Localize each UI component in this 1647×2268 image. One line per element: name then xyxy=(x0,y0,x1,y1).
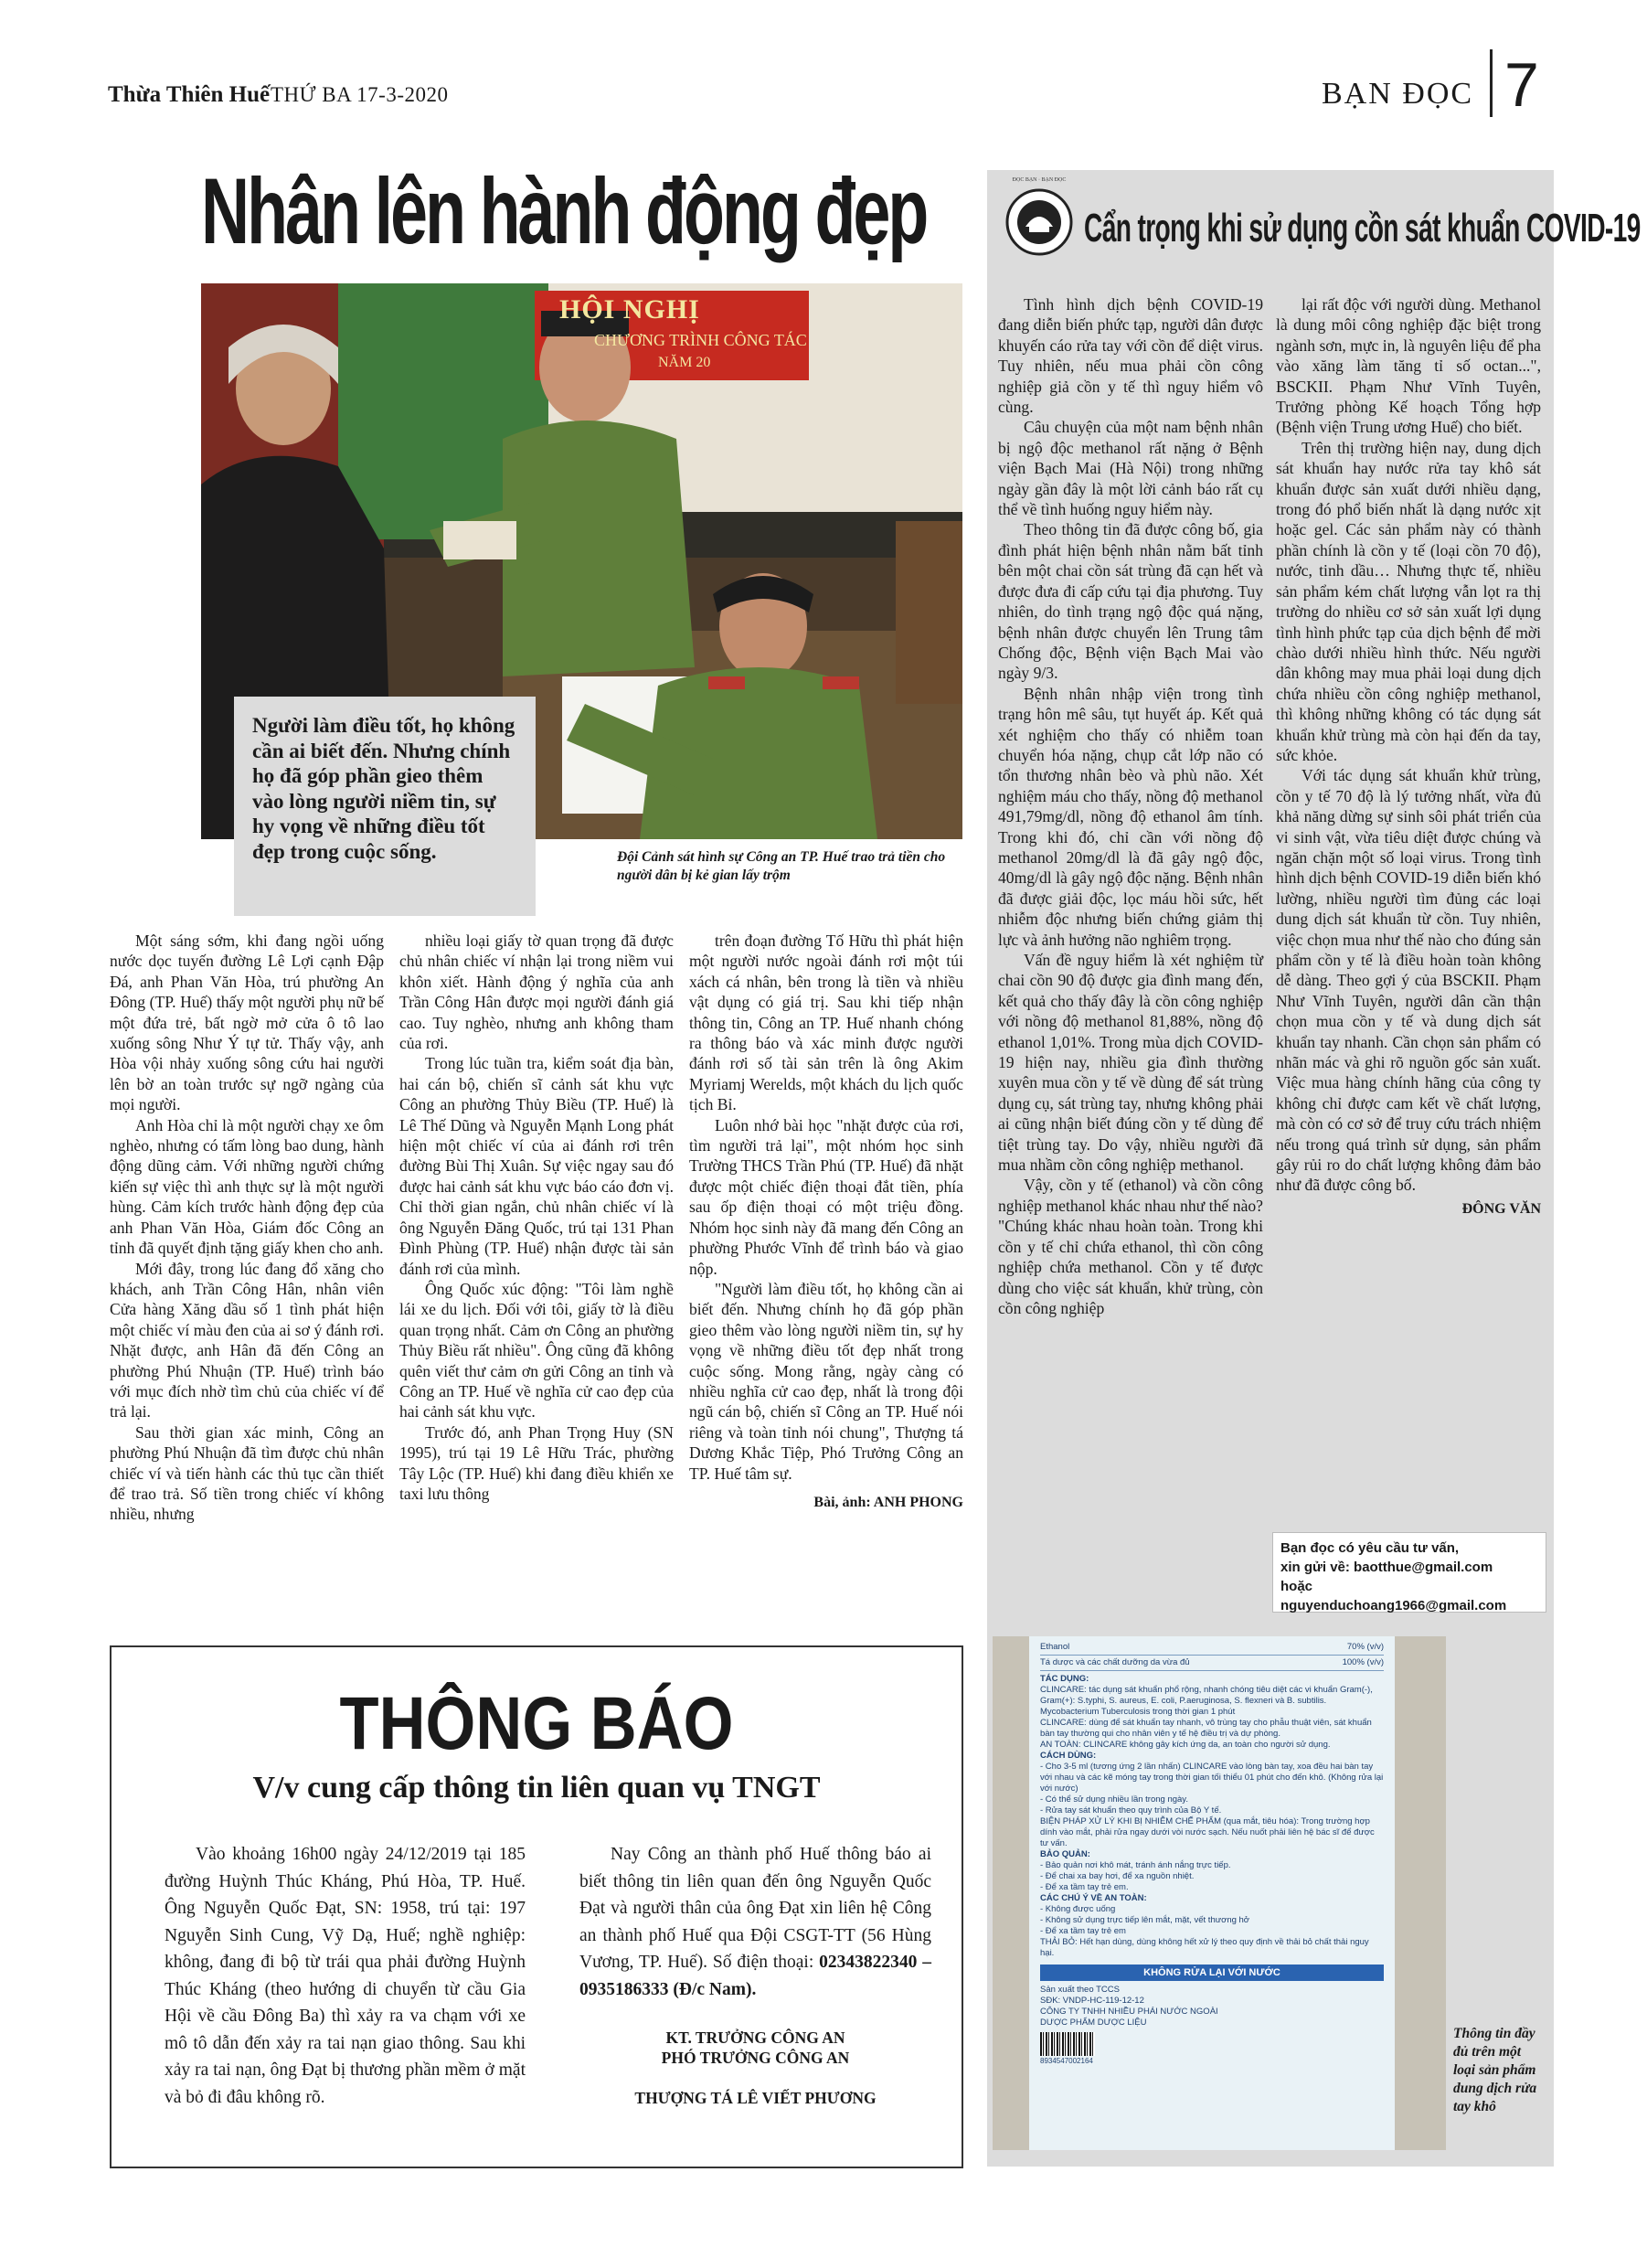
article-title: Nhân lên hành động đẹp xyxy=(201,159,927,263)
banner-line3: NĂM 20 xyxy=(658,355,711,370)
paragraph: Câu chuyện của một nam bệnh nhân bị ngộ độc methanol rất nặng ở Bệnh viện Bạch Mai (Hà Nội) trong những ngày gần đây là một lời cảnh báo rất cụ thể về tình huống nguy hiểm này. xyxy=(998,418,1263,519)
label-line: - Không sử dụng trực tiếp lên mắt, mặt, vết thương hở xyxy=(1040,1915,1250,1925)
label-line: CÁC CHÚ Ý VỀ AN TOÀN: xyxy=(1040,1893,1147,1903)
signature-line: PHÓ TRƯỞNG CÔNG AN xyxy=(661,2049,850,2067)
label-line: - Có thể sử dụng nhiều lần trong ngày. xyxy=(1040,1794,1188,1805)
paragraph: Trước đó, anh Phan Trọng Huy (SN 1995), trú tại 19 Lê Hữu Trác, phường Tây Lộc (TP. Huế) khi đang điều khiển xe taxi lưu thông xyxy=(399,1422,674,1503)
label-band: KHÔNG RỬA LẠI VỚI NƯỚC xyxy=(1040,1965,1384,1981)
bottle-label xyxy=(1029,1636,1395,2150)
notice-signature xyxy=(579,2028,931,2108)
paragraph: Theo thông tin đã được công bố, gia đình phát hiện bệnh nhân nằm bất tỉnh bên một chai cồn sát trùng đã cạn hết và được đưa đi cấp cứu tại địa phương. Tuy nhiên, do tình trạng ngộ độc quá nặng, bệnh nhân được chuyển lên Trung tâm Chống độc, Bệnh viện Bạch Mai vào ngày 9/3. xyxy=(998,520,1263,683)
paragraph: Luôn nhớ bài học "nhặt được của rơi, tìm người trả lại", một nhóm học sinh Trường THCS Trần Phú (TP. Huế) đã nhặt được một chiếc điện thoại đắt tiền, phía sau ốp điện thoại có một triệu đồng. Nhóm học sinh này đã mang đến Công an phường Phước Vĩnh để trình báo và giao nộp. xyxy=(689,1115,963,1278)
sidebar-title: Cẩn trọng khi sử dụng cồn sát khuẩn COVID-19 xyxy=(1084,206,1641,250)
banner-line2: CHƯƠNG TRÌNH CÔNG TÁC xyxy=(594,331,807,349)
photo-caption: Đội Cảnh sát hình sự Công an TP. Huế trao trả tiền cho người dân bị kẻ gian lấy trộm xyxy=(617,849,946,883)
label-small: Sản xuất theo TCCS xyxy=(1040,1985,1120,1995)
paragraph: Vấn đề nguy hiểm là xét nghiệm từ chai cồn 90 độ được gia đình mang đến, kết quả cho thấy đây là cồn công nghiệp với nồng độ methanol 81,88%, nồng độ ethanol 1,01%. Trong mùa dịch COVID-19 hiện nay, nhiều gia đình thường xuyên mua cồn y tế về dùng để sát trùng dụng cụ, sát trùng tay, nhưng không phải ai cũng nhận biết đúng cồn y tế dùng để tiệt trùng tay. Do vậy, nhiều người đã mua nhầm cồn công nghiệp methanol. xyxy=(998,951,1263,1175)
byline-text: ĐÔNG VĂN xyxy=(1461,1200,1541,1217)
article-column-1 xyxy=(110,931,384,1525)
reader-logo-icon xyxy=(1005,188,1073,256)
label-line: CLINCARE: tác dụng sát khuẩn phổ rộng, nhanh chóng tiêu diệt các vi khuẩn Gram(-), Gram(+): S.typhi, S. aureus, E. coli, P.aeruginosa, S. flexneri và B. subtilis. Mycobacterium Tuberculosis trong thời gian 1 phút xyxy=(1040,1685,1373,1717)
notice-title: THÔNG BÁO xyxy=(339,1682,734,1765)
paragraph: Vậy, cồn y tế (ethanol) và cồn công nghiệp methanol khác nhau như thế nào? "Chúng khác nhau hoàn toàn. Trong khi cồn y tế chỉ chứa ethanol, thì cồn công nghiệp chứa methanol. Cồn y tế được dùng cho việc sát khuẩn, khử trùng, còn cồn công nghiệp xyxy=(998,1176,1263,1317)
notice-box xyxy=(110,1645,963,2168)
paragraph: Sau thời gian xác minh, Công an phường Phú Nhuận đã tìm được chủ nhân chiếc ví và tiến hành các thủ tục cần thiết để trao trả. Số tiền trong chiếc ví không nhiều, nhưng xyxy=(110,1422,384,1524)
label-small: CÔNG TY TNHH NHIỀU PHÁI NƯỚC NGOÀI xyxy=(1040,2007,1218,2017)
paragraph: nhiều loại giấy tờ quan trọng đã được chủ nhân chiếc ví nhận lại trong niềm vui khôn xiết. Hành động ý nghĩa của anh Trần Công Hân được mọi người đánh giá cao. Tuy nghèo, nhưng anh không tham của rơi. xyxy=(399,932,674,1053)
logo-text: ĐỌC BẠN · BẠN ĐỌC xyxy=(1012,177,1067,183)
article-column-3 xyxy=(689,931,963,1513)
sidebar-column-1 xyxy=(998,294,1263,1318)
label-ethanol: Ethanol xyxy=(1040,1642,1070,1652)
label-small: DƯỢC PHẨM DƯỢC LIỆU xyxy=(1040,2018,1147,2028)
paragraph: lại rất độc với người dùng. Methanol là dung môi công nghiệp đặc biệt trong ngành sơn, mực in, là nguyên liệu để pha vào xăng làm tăng tỉ số octan...", BSCKII. Phạm Như Vĩnh Tuyên, Trưởng phòng Kế hoạch Tổng hợp (Bệnh viện Trung ương Huế) cho biết. xyxy=(1276,295,1541,437)
paragraph: Trong lúc tuần tra, kiểm soát địa bàn, hai cán bộ, chiến sĩ cảnh sát khu vực Công an phường Thủy Biều (TP. Huế) là Lê Thế Dũng và Nguyễn Mạnh Long phát hiện một chiếc ví của ai đánh rơi trên đường Bùi Thị Xuân. Sự việc ngay sau đó được hai cảnh sát khu vực báo cáo đơn vị. Chỉ thời gian ngắn, chủ nhân chiếc ví là ông Nguyễn Đăng Quốc, trú tại 131 Phan Đình Phùng (TP. Huế) nhận được tài sản đánh rơi của mình. xyxy=(399,1054,674,1278)
sidebar-byline xyxy=(1276,1199,1541,1219)
notice-subtitle: V/v cung cấp thông tin liên quan vụ TNGT xyxy=(252,1771,821,1805)
label-line: THẢI BỎ: Hết hạn dùng, dùng không hết xử lý theo quy định về thải bỏ chất thải nguy hại. xyxy=(1040,1937,1369,1958)
paragraph: trên đoạn đường Tố Hữu thì phát hiện một người nước ngoài đánh rơi một túi xách cá nhân, bên trong là tiền và nhiều vật dụng có giá trị. Sau khi tiếp nhận thông tin, Công an TP. Huế nhanh chóng ra thông báo và xác minh được người đánh rơi số tài sản trên là ông Akim Myriamj Werelds, một khách du lịch quốc tịch Bỉ. xyxy=(689,932,963,1114)
label-line: - Để xa tầm tay trẻ em. xyxy=(1040,1882,1129,1892)
label-excipient-value: 100% (v/v) xyxy=(1342,1657,1384,1667)
issue-date: THỨ BA 17-3-2020 xyxy=(271,83,449,106)
label-line: CÁCH DÙNG: xyxy=(1040,1751,1097,1761)
label-photo-caption: Thông tin đầy đủ trên một loại sản phẩm dung dịch rửa tay khô xyxy=(1453,2026,1537,2114)
sidebar-column-2 xyxy=(1276,294,1541,1219)
banner-line1: HỘI NGHỊ xyxy=(559,294,700,325)
signature-line: KT. TRƯỞNG CÔNG AN xyxy=(665,2028,845,2047)
label-line: - Rửa tay sát khuẩn theo quy trình của Bộ Y tế. xyxy=(1040,1805,1222,1815)
paragraph: Ông Quốc xúc động: "Tôi làm nghề lái xe du lịch. Đối với tôi, giấy tờ là điều quan trọng nhất. Cảm ơn Công an phường Thủy Biều rất nhiều". Ông cũng đã không quên viết thư cảm ơn gửi Công an tỉnh và Công an TP. Huế về nghĩa cử cao đẹp của hai cảnh sát khu vực. xyxy=(399,1279,674,1421)
paragraph: Với tác dụng sát khuẩn khử trùng, cồn y tế 70 độ là lý tưởng nhất, vừa đủ khả năng dừng sự sinh sôi phát triển của vi sinh vật, vừa tiêu diệt được chúng và ngăn chặn một số loại virus. Trong tình hình dịch bệnh COVID-19 diễn biến khó lường, nhiều người tìm đủng các loại dung dịch sát khuẩn từ cồn. Tuy nhiên, việc chọn mua như thế nào cho đúng sản phẩm cồn y tế là điều hoàn toàn không dễ dàng. Theo gợi ý của BSCKII. Phạm Như Vĩnh Tuyên, người dân cần thận chọn mua cồn y tế và dung dịch sát khuẩn tay nhanh. Cần chọn sản phẩm có nhãn mác và ghi rõ nguồn gốc sản xuất. Việc mua hàng chính hãng của công ty không chỉ được cam kết về chất lượng, mà còn có cơ sở để truy cứu trách nhiệm nếu trong quá trình sử dụng, sản phẩm gây rủi ro do chất lượng không đảm bảo như đã được công bố. xyxy=(1276,766,1541,1195)
label-heading: TÁC DỤNG: xyxy=(1040,1674,1089,1684)
contact-line: hoặc nguyenduchoang1966@gmail.com xyxy=(1280,1579,1507,1613)
paragraph: "Người làm điều tốt, họ không cần ai biết đến. Nhưng chính họ đã góp phần gieo thêm vào lòng người niềm tin, sự hy vọng về những điều tốt đẹp nhất trong cuộc sống. Mong rằng, ngày càng có nhiều nghĩa cử cao đẹp, nhất là trong đội ngũ cán bộ, chiến sĩ Công an TP. Huế nói riêng và toàn tỉnh nói chung", Thượng tá Dương Khắc Tiệp, Phó Trưởng Công an TP. Huế tâm sự. xyxy=(689,1279,963,1483)
notice-phone: 02343822340 – 0935186333 (Đ/c Nam). xyxy=(579,1953,932,1999)
label-line: - Cho 3-5 ml (tương ứng 2 lần nhấn) CLINCARE vào lòng bàn tay, xoa đều hai bàn tay với nhau và các kẽ móng tay trong thời gian tối thiểu 01 phút cho đến khô. (Không rửa lại với nước) xyxy=(1040,1762,1384,1794)
label-line: BẢO QUẢN: xyxy=(1040,1849,1090,1859)
notice-right xyxy=(579,1841,931,2003)
barcode xyxy=(1040,2032,1095,2056)
header-divider xyxy=(1490,49,1493,117)
article-column-2 xyxy=(399,931,674,1504)
paper-name: Thừa Thiên Huế xyxy=(108,82,271,107)
label-line: CLINCARE: dùng để sát khuẩn tay nhanh, vô trùng tay cho phẫu thuật viên, sát khuẩn bàn tay thường qui cho nhân viên y tế hệ điều trị và dự phòng. xyxy=(1040,1718,1372,1739)
page-number: 7 xyxy=(1504,50,1539,120)
signature-line: THƯỢNG TÁ LÊ VIẾT PHƯƠNG xyxy=(634,2089,877,2107)
page-header xyxy=(108,50,1552,130)
label-line: BIỆN PHÁP XỬ LÝ KHI BỊ NHIỄM CHẾ PHẨM (qua mắt, tiêu hóa): Trong trường hợp dính vào mắt, phải rửa ngay dưới vòi nước sạch. Nếu nuốt phải liên hệ bác sĩ để được tư vấn. xyxy=(1040,1816,1375,1848)
label-excipient: Tá dược và các chất dưỡng da vừa đủ xyxy=(1040,1657,1190,1667)
paragraph: Bệnh nhân nhập viện trong tình trạng hôn mê sâu, tụt huyết áp. Kết quả xét nghiệm cho thấy có nhiễm toan chuyển hóa nặng, chụp cắt lớp não có tổn thương nhân bèo và phù não. Xét nghiệm máu cho thấy, nồng độ methanol 491,79mg/dl, nồng độ ethanol âm tính. Trong khi đó, chỉ cần với nồng độ methanol 20mg/dl là đã gây ngộ độc, 40mg/dl là gây ngộ độc nặng. Bệnh nhân đã được giải độc, lọc máu hồi sức, hết nhiễm độc nhưng biến chứng giảm thị lực và ảnh hưởng não nghiêm trọng. xyxy=(998,684,1263,949)
sidebar-logo xyxy=(1005,177,1073,256)
byline-text: Bài, ảnh: ANH PHONG xyxy=(813,1494,963,1510)
contact-box xyxy=(1272,1532,1546,1613)
notice-left: Vào khoảng 16h00 ngày 24/12/2019 tại 185 đường Huỳnh Thúc Kháng, Phú Hòa, TP. Huế. Ông Nguyễn Quốc Đạt, SN: 1958, trú tại: 197 Nguyễn Sinh Cung, Vỹ Dạ, Huế; nghề nghiệp: không, đang đi bộ từ trái qua phải đường Huỳnh Thúc Kháng (theo hướng di chuyển từ cầu Gia Hội về cầu Đông Ba) thì xảy ra va chạm với xe mô tô dẫn đến xảy ra tai nạn giao thông. Sau khi xảy ra tai nạn, ông Đạt bị thương phần mềm ở mặt và bỏ đi đâu không rõ. xyxy=(165,1845,526,2107)
product-label-photo xyxy=(993,1636,1446,2150)
section-name: BẠN ĐỌC xyxy=(1322,77,1474,111)
contact-line: xin gửi về: baotthue@gmail.com xyxy=(1280,1560,1493,1575)
label-line: - Để chai xa bay hơi, để xa nguồn nhiệt. xyxy=(1040,1871,1195,1881)
label-line: - Bảo quản nơi khô mát, tránh ánh nắng trực tiếp. xyxy=(1040,1860,1231,1870)
label-line: AN TOÀN: CLINCARE không gây kích ứng da, an toàn cho người sử dụng. xyxy=(1040,1740,1331,1750)
label-line: - Không được uống xyxy=(1040,1904,1116,1914)
pullquote-text: Người làm điều tốt, họ không cần ai biết đến. Nhưng chính họ đã góp phần gieo thêm vào lòng người niềm tin, sự hy vọng về những điều tốt đẹp trong cuộc sống. xyxy=(252,714,515,863)
paragraph: Tình hình dịch bệnh COVID-19 đang diễn biến phức tạp, người dân được khuyến cáo rửa tay với cồn để diệt virus. Tuy nhiên, nếu mua phải cồn công nghiệp giả cồn y tế thì nguy hiểm vô cùng. xyxy=(998,295,1263,417)
paragraph: Trên thị trường hiện nay, dung dịch sát khuẩn hay nước rửa tay khô sát khuẩn được sản xuất dưới nhiều dạng, trong đó phổ biến nhất là dạng nước xịt hoặc gel. Các sản phẩm này có thành phần chính là cồn y tế (loại cồn 70 độ), nước, tinh dầu… Nhưng thực tế, nhiều sản phẩm kém chất lượng vẫn lọt ra thị trường do nhiều cơ sở sản xuất lợi dụng tình hình phức tạp của dịch bệnh để mời chào dưới nhiều hình thức. Nếu người dân không may mua phải loại dung dịch chứa nhiều cồn công nghiệp methanol, thì không những không có tác dụng sát khuẩn khử trùng mà còn hại đến da tay, sức khỏe. xyxy=(1276,438,1541,764)
label-line: - Để xa tầm tay trẻ em xyxy=(1040,1926,1126,1936)
paragraph: Một sáng sớm, khi đang ngồi uống nước dọc tuyến đường Lê Lợi cạnh Đập Đá, anh Phan Văn Hòa, trú phường An Đông (TP. Huế) thấy một người phụ nữ bế một đứa trẻ, bất ngờ mở cửa ô tô lao xuống sông Như Ý tự tử. Thấy vậy, anh Hòa vội nhảy xuống sông cứu hai người lên bờ an toàn trước sự ngỡ ngàng của mọi người. xyxy=(110,932,384,1114)
barcode-number: 8934547002164 xyxy=(1040,2057,1093,2065)
notice-right-text: Nay Công an thành phố Huế thông báo ai biết thông tin liên quan đến ông Nguyễn Quốc Đạt và người thân của ông Đạt xin liên hệ Công an thành phố Huế qua Đội CSGT-TT (56 Hùng Vương, TP. Huế). Số điện thoại: xyxy=(579,1845,931,1972)
label-ethanol-value: 70% (v/v) xyxy=(1346,1642,1384,1652)
pullquote-box xyxy=(234,697,536,916)
article-byline xyxy=(689,1493,963,1513)
label-small: SĐK: VNDP-HC-119-12-12 xyxy=(1040,1996,1144,2006)
paragraph: Anh Hòa chỉ là một người chạy xe ôm nghèo, nhưng có tấm lòng bao dung, hành động dũng cảm. Với những người chứng kiến sự việc thì anh thực sự là một người hùng. Cảm kích trước hành động đẹp của anh Phan Văn Hòa, Giám đốc Công an tỉnh đã quyết định tặng giấy khen cho anh. xyxy=(110,1115,384,1258)
paragraph: Mới đây, trong lúc đang đổ xăng cho khách, anh Trần Công Hân, nhân viên Cửa hàng Xăng dầu số 1 tình phát hiện một chiếc ví màu đen của ai sơ ý đánh rơi. Nhặt được, anh Hân đã đến Công an phường Phú Nhuận (TP. Huế) trình báo với mục đích nhờ tìm chủ của chiếc ví để trả lại. xyxy=(110,1259,384,1421)
contact-line: Bạn đọc có yêu cầu tư vấn, xyxy=(1280,1540,1460,1556)
